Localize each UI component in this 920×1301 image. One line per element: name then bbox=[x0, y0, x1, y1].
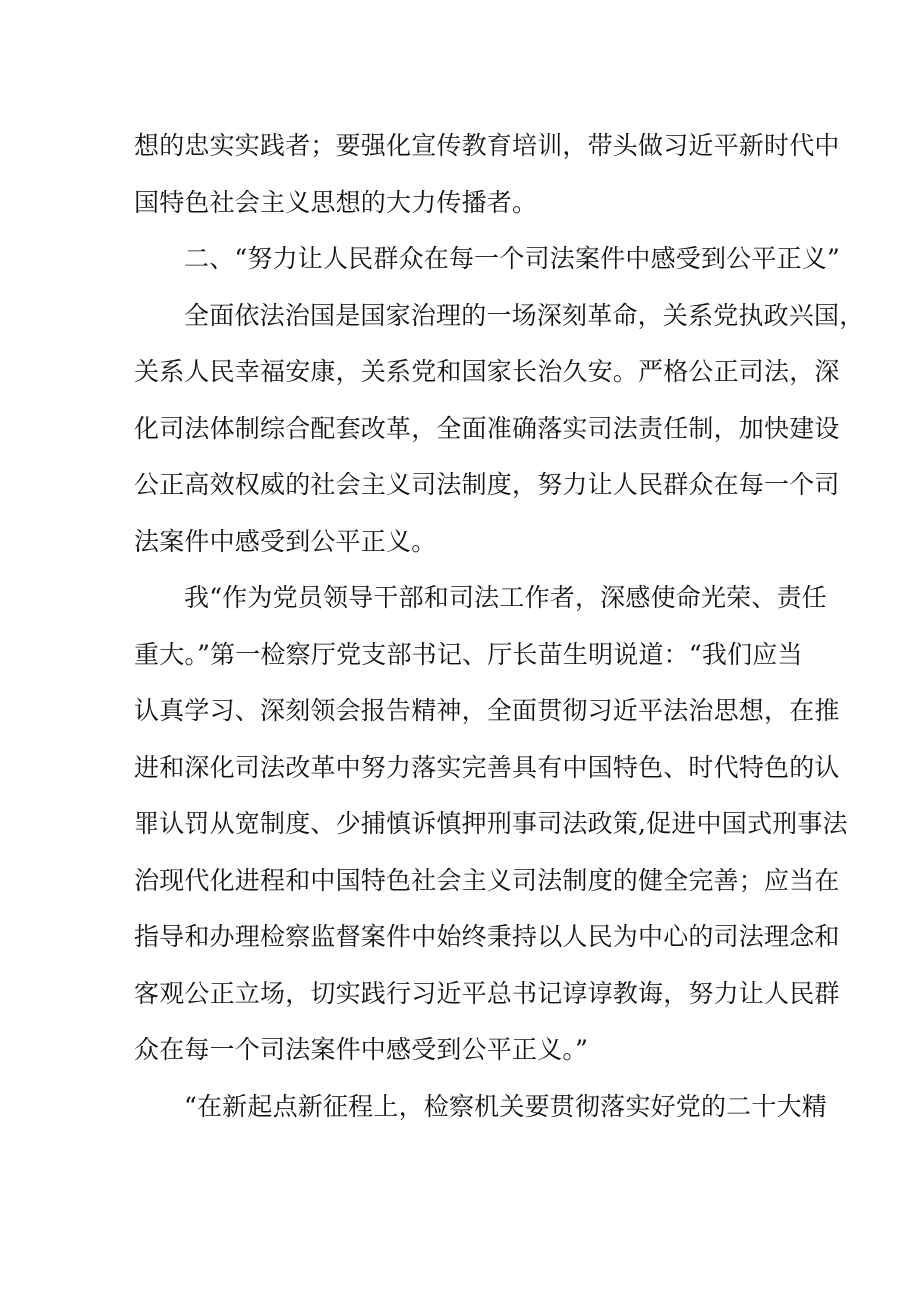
text-line: 我“作为党员领导干部和司法工作者，深感使命光荣、责任 bbox=[184, 583, 827, 612]
text-line: “在新起点新征程上，检察机关要贯彻落实好党的二十大精 bbox=[184, 1091, 827, 1121]
text-line: 想的忠实实践者；要强化宣传教育培训，带头做习近平新时代中 bbox=[134, 131, 840, 160]
text-line: 国特色社会主义思想的大力传播者。 bbox=[134, 187, 538, 217]
text-line: 进和深化司法改革中努力落实完善具有中国特色、时代特色的认 bbox=[134, 752, 840, 782]
text-line: 化司法体制综合配套改革，全面准确落实司法责任制，加快建设 bbox=[134, 413, 840, 443]
document-body bbox=[134, 118, 865, 1135]
text-line: 众在每一个司法案件中感受到公平正义。” bbox=[134, 1035, 589, 1064]
text-line: 罪认罚从宽制度、少捕慎诉慎押刑事司法政策,促进中国式刑事法 bbox=[134, 809, 848, 838]
text-line: 指导和办理检察监督案件中始终秉持以人民为中心的司法理念和 bbox=[134, 922, 840, 951]
text-line: 公正高效权威的社会主义司法制度，努力让人民群众在每一个司 bbox=[134, 470, 840, 499]
text-line: 治现代化进程和中国特色社会主义司法制度的健全完善；应当在 bbox=[134, 865, 840, 895]
text-line: 全面依法治国是国家治理的一场深刻革命，关系党执政兴国， bbox=[184, 300, 865, 330]
section-heading: 二、“努力让人民群众在每一个司法案件中感受到公平正义” bbox=[184, 244, 840, 273]
text-line: 法案件中感受到公平正义。 bbox=[134, 526, 437, 556]
text-line: 重大。”第一检察厅党支部书记、厅长苗生明说道：“我们应当 bbox=[134, 639, 803, 669]
text-line: 客观公正立场，切实践行习近平总书记谆谆教诲，努力让人民群 bbox=[134, 978, 840, 1008]
text-line: 关系人民幸福安康，关系党和国家长治久安。严格公正司法，深 bbox=[134, 357, 840, 386]
text-line: 认真学习、深刻领会报告精神，全面贯彻习近平法治思想，在推 bbox=[134, 696, 840, 725]
